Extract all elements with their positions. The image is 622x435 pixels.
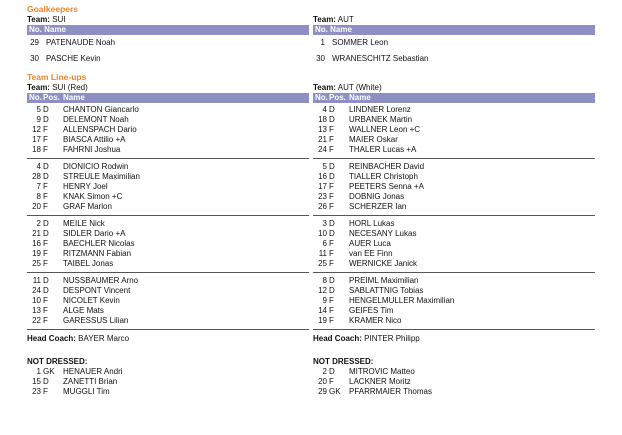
player-name: PEETERS Senna +A: [349, 182, 424, 191]
header-no: No.: [29, 93, 42, 102]
line-divider: [313, 158, 595, 159]
player-position: D: [329, 286, 335, 295]
player-row: [27, 316, 309, 326]
player-row: [313, 145, 595, 155]
player-row: [27, 125, 309, 135]
player-row: [313, 276, 595, 286]
not-dressed-title: NOT DRESSED:: [27, 357, 88, 366]
player-number: 7: [36, 182, 41, 191]
player-name: NICOLET Kevin: [63, 296, 120, 305]
player-name: NECESANY Lukas: [349, 229, 417, 238]
player-position: F: [329, 192, 334, 201]
header-name: Name: [63, 93, 85, 102]
player-position: D: [43, 276, 49, 285]
player-number: 18: [32, 145, 41, 154]
player-number: 15: [32, 377, 41, 386]
coach-name: PINTER Philipp: [364, 334, 420, 343]
player-position: F: [43, 192, 48, 201]
player-name: BAECHLER Nicolas: [63, 239, 135, 248]
player-row: [313, 387, 595, 397]
lines-block: [313, 105, 595, 330]
player-number: 19: [318, 316, 327, 325]
player-number: 11: [318, 249, 327, 258]
player-number: 18: [318, 115, 327, 124]
player-position: D: [329, 105, 335, 114]
player-row: [27, 162, 309, 172]
player-row: [27, 115, 309, 125]
player-row: [27, 192, 309, 202]
player-number: 26: [318, 202, 327, 211]
player-position: GK: [329, 387, 341, 396]
player-row: [27, 135, 309, 145]
line-divider: [313, 272, 595, 273]
line-divider: [27, 272, 309, 273]
player-name: MITROVIC Matteo: [349, 367, 415, 376]
player-row: [313, 286, 595, 296]
player-number: 1: [320, 38, 325, 47]
player-name: FAHRNI Joshua: [63, 145, 121, 154]
player-name: SOMMER Leon: [332, 38, 389, 47]
player-number: 24: [318, 145, 327, 154]
player-name: PASCHE Kevin: [46, 54, 101, 63]
header-no: No.: [315, 93, 328, 102]
player-row: [27, 387, 309, 397]
lineup-list: [27, 105, 309, 397]
player-number: 25: [318, 259, 327, 268]
player-row: [313, 135, 595, 145]
player-name: ALGE Mats: [63, 306, 104, 315]
player-number: 8: [322, 276, 327, 285]
player-row: [27, 202, 309, 212]
player-number: 10: [32, 296, 41, 305]
player-name: KRAMER Nico: [349, 316, 402, 325]
player-name: PFARRMAIER Thomas: [349, 387, 432, 396]
player-name: WALLNER Leon +C: [349, 125, 421, 134]
table-header: [27, 93, 309, 103]
player-row: [313, 219, 595, 229]
team-label: Team:: [27, 15, 50, 24]
player-name: PREIML Maximilian: [349, 276, 419, 285]
goalkeeper-row: [27, 51, 309, 67]
player-number: 13: [318, 125, 327, 134]
player-name: THALER Lucas +A: [349, 145, 417, 154]
player-number: 5: [322, 162, 327, 171]
player-position: F: [329, 306, 334, 315]
player-position: F: [43, 249, 48, 258]
player-position: D: [329, 229, 335, 238]
player-number: 24: [32, 286, 41, 295]
player-number: 8: [36, 192, 41, 201]
player-number: 1: [36, 367, 41, 376]
player-name: WRANESCHITZ Sebastian: [332, 54, 429, 63]
player-position: D: [43, 115, 49, 124]
player-position: D: [329, 172, 335, 181]
player-number: 2: [36, 219, 41, 228]
player-number: 17: [32, 135, 41, 144]
goalkeepers-title: Goalkeepers: [27, 4, 79, 14]
line-divider: [27, 215, 309, 216]
goalkeeper-list: [27, 35, 309, 67]
player-number: 17: [318, 182, 327, 191]
player-number: 4: [36, 162, 41, 171]
player-name: SCHERZER Ian: [349, 202, 407, 211]
player-number: 22: [32, 316, 41, 325]
player-name: CHANTON Giancarlo: [63, 105, 139, 114]
player-row: [27, 276, 309, 286]
player-row: [313, 239, 595, 249]
player-name: DESPONT Vincent: [63, 286, 131, 295]
header-pos: Pos.: [43, 93, 60, 102]
player-row: [27, 259, 309, 269]
player-position: GK: [43, 367, 55, 376]
player-position: D: [329, 276, 335, 285]
player-row: [27, 229, 309, 239]
player-number: 4: [322, 105, 327, 114]
player-number: 13: [32, 306, 41, 315]
player-name: GEIFES Tim: [349, 306, 394, 315]
coach-label: Head Coach:: [313, 334, 362, 343]
team-label: Team:: [313, 15, 336, 24]
player-name: HENGELMULLER Maximilian: [349, 296, 455, 305]
player-name: LACKNER Moritz: [349, 377, 411, 386]
player-row: [313, 316, 595, 326]
player-row: [313, 249, 595, 259]
player-number: 19: [32, 249, 41, 258]
team-line: [27, 82, 309, 93]
player-row: [313, 162, 595, 172]
player-position: D: [43, 286, 49, 295]
lineup-list: [313, 105, 595, 397]
goalkeeper-row: [27, 35, 309, 51]
player-row: [27, 172, 309, 182]
player-position: F: [43, 135, 48, 144]
player-name: REINBACHER David: [349, 162, 425, 171]
player-name: STREULE Maximilian: [63, 172, 140, 181]
line-divider: [27, 158, 309, 159]
player-number: 9: [36, 115, 41, 124]
player-name: URBANEK Martin: [349, 115, 413, 124]
player-number: 3: [322, 219, 327, 228]
player-position: D: [43, 377, 49, 386]
player-name: BIASCA Attilio +A: [63, 135, 126, 144]
head-coach: [27, 333, 309, 344]
line-divider: [313, 215, 595, 216]
player-row: [27, 105, 309, 115]
line-divider: [27, 329, 309, 330]
table-header: [313, 93, 595, 103]
player-number: 30: [30, 54, 39, 63]
player-row: [27, 239, 309, 249]
player-position: D: [43, 172, 49, 181]
player-name: TAIBEL Jonas: [63, 259, 114, 268]
player-name: HORL Lukas: [349, 219, 395, 228]
lineups-title: Team Line-ups: [27, 72, 87, 82]
player-name: HENRY Joel: [63, 182, 108, 191]
player-position: F: [329, 316, 334, 325]
goalkeeper-row: [313, 35, 595, 51]
player-number: 12: [318, 286, 327, 295]
player-number: 21: [32, 229, 41, 238]
header-pos: Pos.: [329, 93, 346, 102]
player-number: 2: [322, 367, 327, 376]
player-position: D: [43, 105, 49, 114]
player-row: [27, 286, 309, 296]
player-position: F: [329, 135, 334, 144]
coach-label: Head Coach:: [27, 334, 76, 343]
player-position: F: [43, 387, 48, 396]
player-name: DELEMONT Noah: [63, 115, 129, 124]
player-row: [27, 182, 309, 192]
team-label: Team:: [313, 83, 336, 92]
player-number: 20: [32, 202, 41, 211]
player-row: [27, 367, 309, 377]
player-row: [313, 296, 595, 306]
player-row: [313, 306, 595, 316]
player-position: F: [329, 145, 334, 154]
player-position: F: [43, 296, 48, 305]
player-row: [313, 182, 595, 192]
player-row: [313, 377, 595, 387]
player-row: [313, 105, 595, 115]
player-row: [27, 296, 309, 306]
team-name: AUT (White): [337, 83, 382, 92]
goalkeeper-row: [313, 51, 595, 67]
player-number: 9: [322, 296, 327, 305]
player-row: [313, 192, 595, 202]
line-divider: [313, 329, 595, 330]
player-position: D: [329, 115, 335, 124]
player-position: F: [329, 296, 334, 305]
player-name: GARESSUS Lilian: [63, 316, 129, 325]
not-dressed-title: NOT DRESSED:: [313, 357, 374, 366]
player-number: 14: [318, 306, 327, 315]
player-position: F: [43, 306, 48, 315]
player-number: 5: [36, 105, 41, 114]
team-name: AUT: [337, 15, 354, 24]
player-name: MEILE Nick: [63, 219, 105, 228]
goalkeepers-away: [313, 14, 595, 67]
player-row: [313, 259, 595, 269]
player-number: 23: [318, 192, 327, 201]
player-name: van EE Finn: [349, 249, 393, 258]
player-position: F: [43, 202, 48, 211]
player-row: [27, 145, 309, 155]
team-line: [313, 82, 595, 93]
player-number: 16: [318, 172, 327, 181]
player-number: 25: [32, 259, 41, 268]
player-position: F: [329, 377, 334, 386]
table-header: No. Name: [27, 25, 309, 35]
player-number: 20: [318, 377, 327, 386]
header-name: Name: [349, 93, 371, 102]
head-coach: [313, 333, 595, 344]
player-name: WERNICKE Janick: [349, 259, 418, 268]
player-position: D: [329, 162, 335, 171]
player-name: NUSSBAUMER Arno: [63, 276, 139, 285]
player-number: 10: [318, 229, 327, 238]
player-position: F: [43, 125, 48, 134]
player-name: KNAK Simon +C: [63, 192, 123, 201]
player-name: MUGGLI Tim: [63, 387, 110, 396]
player-position: D: [43, 162, 49, 171]
player-name: SIDLER Dario +A: [63, 229, 126, 238]
player-position: D: [43, 219, 49, 228]
player-name: AUER Luca: [349, 239, 391, 248]
player-position: F: [329, 239, 334, 248]
player-number: 28: [32, 172, 41, 181]
player-row: [313, 367, 595, 377]
player-name: DOBNIG Jonas: [349, 192, 405, 201]
player-number: 29: [318, 387, 327, 396]
team-label: Team:: [27, 83, 50, 92]
coach-name: BAYER Marco: [78, 334, 130, 343]
player-row: [313, 115, 595, 125]
player-number: 29: [30, 38, 39, 47]
player-row: [313, 125, 595, 135]
player-position: F: [43, 239, 48, 248]
player-position: F: [43, 182, 48, 191]
player-name: HENAUER Andri: [63, 367, 123, 376]
player-position: F: [43, 145, 48, 154]
player-number: 21: [318, 135, 327, 144]
player-row: [313, 229, 595, 239]
player-name: SABLATTNIG Tobias: [349, 286, 424, 295]
player-number: 12: [32, 125, 41, 134]
goalkeepers-home: [27, 14, 309, 67]
team-line: [27, 14, 309, 25]
player-name: PATENAUDE Noah: [46, 38, 116, 47]
player-row: [27, 377, 309, 387]
player-number: 30: [316, 54, 325, 63]
player-row: [313, 202, 595, 212]
lineup-home: [27, 82, 309, 397]
player-number: 6: [322, 239, 327, 248]
player-number: 11: [32, 276, 41, 285]
table-header: No. Name: [313, 25, 595, 35]
player-position: F: [329, 125, 334, 134]
team-name: SUI: [52, 15, 66, 24]
player-number: 23: [32, 387, 41, 396]
player-position: F: [43, 259, 48, 268]
player-position: F: [329, 259, 334, 268]
player-row: [27, 219, 309, 229]
player-name: LINDNER Lorenz: [349, 105, 411, 114]
player-name: ZANETTI Brian: [63, 377, 118, 386]
player-row: [27, 306, 309, 316]
player-position: F: [329, 202, 334, 211]
player-position: D: [329, 367, 335, 376]
player-row: [313, 172, 595, 182]
player-name: ALLENSPACH Dario: [63, 125, 137, 134]
player-position: F: [43, 316, 48, 325]
player-name: DIONICIO Rodwin: [63, 162, 129, 171]
goalkeeper-list: [313, 35, 595, 67]
player-name: RITZMANN Fabian: [63, 249, 132, 258]
team-name: SUI (Red): [52, 83, 88, 92]
player-name: GRAF Marlon: [63, 202, 112, 211]
player-number: 16: [32, 239, 41, 248]
lineup-away: [313, 82, 595, 397]
player-row: [27, 249, 309, 259]
player-name: MAIER Oskar: [349, 135, 398, 144]
player-position: D: [329, 219, 335, 228]
player-position: D: [43, 229, 49, 238]
lines-block: [27, 105, 309, 330]
team-line: [313, 14, 595, 25]
player-name: TIALLER Christoph: [349, 172, 418, 181]
player-position: F: [329, 249, 334, 258]
player-position: F: [329, 182, 334, 191]
